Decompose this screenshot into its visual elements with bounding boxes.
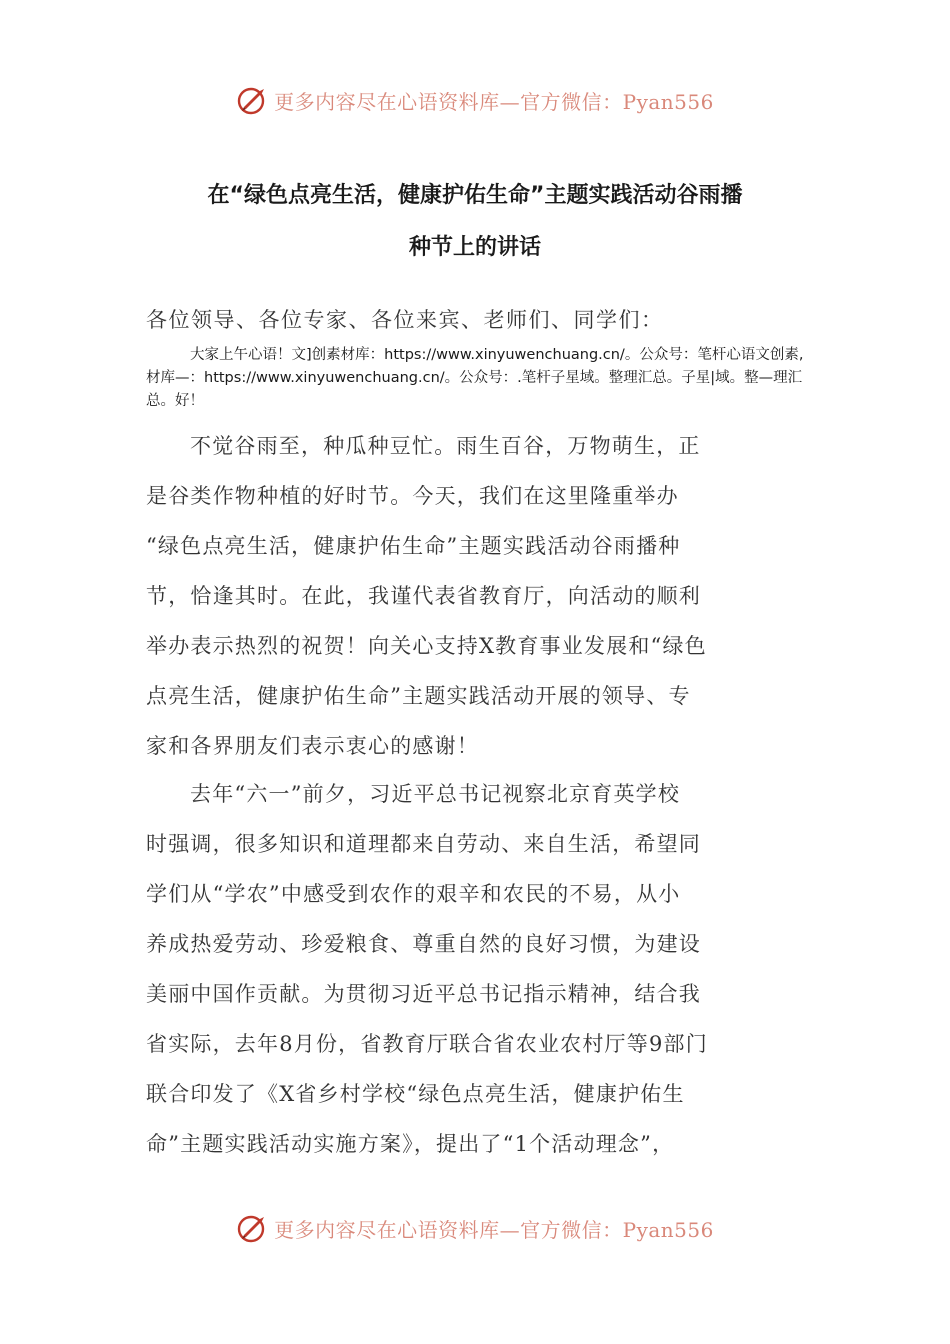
header-watermark-banner: [0, 80, 950, 120]
paragraph-line: 省实际，去年8月份，省教育厅联合省农业农村厅等9部门: [146, 1032, 708, 1056]
title-line-2: 种节上的讲话: [408, 235, 541, 260]
paragraph-line: 不觉谷雨至，种瓜种豆忙。雨生百谷，万物萌生，正: [190, 434, 701, 458]
paragraph-line: 节，恰逢其时。在此，我谨代表省教育厅，向活动的顺利: [146, 584, 701, 608]
banner-text: 更多内容尽在心语资料库—官方微信：Pyan556: [274, 89, 714, 114]
salutation: 各位领导、各位专家、各位来宾、老师们、同学们：: [146, 308, 664, 332]
paragraph-line: 学们从“学农”中感受到农作的艰辛和农民的不易，从小: [146, 882, 681, 906]
paragraph-line: 命”主题实践活动实施方案》，提出了“1个活动理念”，: [146, 1132, 675, 1156]
paragraph-line: 家和各界朋友们表示衷心的感谢！: [146, 734, 479, 758]
paragraph-2: [146, 769, 806, 1169]
paragraph-line: 联合印发了《X省乡村学校“绿色点亮生活，健康护佑生: [146, 1082, 685, 1106]
document-title: [140, 170, 810, 274]
small-print-insert: 大家上午心语！文]创素材库：https://www.xinyuwenchuang.cn/。公众号：笔杆心语文创素,材库—：https://www.xinyuwenchuang.cn/。公众号：.笔杆子星域。整理汇总。子星|域。整—理汇总。好！: [146, 347, 804, 409]
paragraph-line: 点亮生活，健康护佑生命”主题实践活动开展的领导、专: [146, 684, 691, 708]
paragraph-line: 时强调，很多知识和道理都来自劳动、来自生活，希望同: [146, 832, 701, 856]
pen-logo-icon: [236, 83, 270, 117]
banner-text: 更多内容尽在心语资料库—官方微信：Pyan556: [274, 1217, 714, 1242]
title-line-1: 在“绿色点亮生活，健康护佑生命”主题实践活动谷雨播: [207, 183, 743, 208]
paragraph-1: [146, 421, 806, 771]
paragraph-line: 养成热爱劳动、珍爱粮食、尊重自然的良好习惯，为建设: [146, 932, 701, 956]
paragraph-line: 是谷类作物种植的好时节。今天，我们在这里隆重举办: [146, 484, 679, 508]
paragraph-line: “绿色点亮生活，健康护佑生命”主题实践活动谷雨播种: [146, 534, 681, 558]
paragraph-line: 去年“六一”前夕，习近平总书记视察北京育英学校: [190, 782, 681, 806]
pen-logo-icon: [236, 1211, 270, 1245]
paragraph-line: 美丽中国作贡献。为贯彻习近平总书记指示精神，结合我: [146, 982, 701, 1006]
footer-watermark-banner: [0, 1208, 950, 1248]
paragraph-line: 举办表示热烈的祝贺！向关心支持X教育事业发展和“绿色: [146, 634, 707, 658]
